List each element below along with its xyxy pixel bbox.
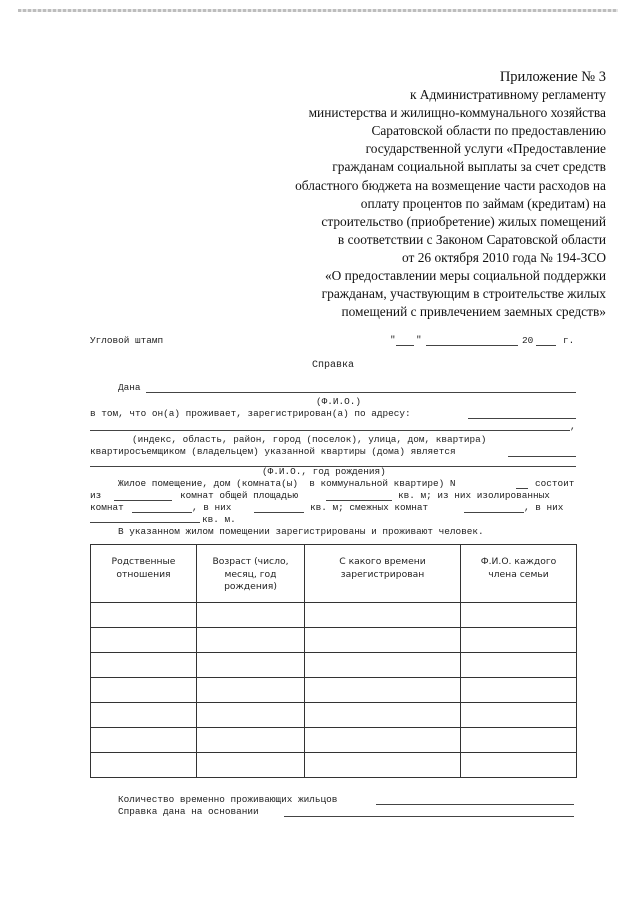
table-cell[interactable]	[91, 603, 197, 628]
annex-line: Саратовской области по предоставлению	[371, 123, 606, 139]
annex-line: к Административному регламенту	[409, 87, 606, 103]
certificate-heading: Справка	[312, 360, 355, 371]
header-text: члена семьи	[488, 568, 549, 580]
annex-line: гражданам, участвующим в строительстве жилых	[321, 286, 606, 302]
housing-line3-a: комнат	[90, 502, 124, 513]
housing-line2-c: кв. м; из них изолированных	[398, 490, 550, 501]
corner-stamp-label: Угловой штамп	[90, 335, 164, 346]
annex-line: государственной услуги «Предоставление	[365, 141, 606, 157]
housing-line1: Жилое помещение, дом (комната(ы) в коммунальной квартире) N	[118, 478, 456, 489]
table-cell[interactable]	[461, 603, 577, 628]
isolated-rooms-field[interactable]	[132, 512, 192, 513]
header-text: Родственные	[111, 556, 176, 567]
temporary-residents-field[interactable]	[376, 804, 574, 805]
table-cell[interactable]	[91, 628, 197, 653]
tenant-text: квартиросъемщиком (владельцем) указанной квартиры (дома) является	[90, 446, 456, 457]
annex-line: от 26 октября 2010 года № 194-ЗСО	[401, 249, 606, 265]
table-cell[interactable]	[197, 753, 305, 778]
table-cell[interactable]	[197, 703, 305, 728]
table-cell[interactable]	[461, 653, 577, 678]
annex-line: министерства и жилищно-коммунального хозяйства	[308, 105, 606, 121]
header-text: месяц, год	[224, 568, 277, 580]
adjacent-rooms-field[interactable]	[464, 512, 524, 513]
issued-name-field[interactable]	[146, 392, 576, 393]
isolated-area-field[interactable]	[254, 512, 304, 513]
annex-line: оплату процентов по займам (кредитам) на	[360, 195, 606, 211]
table-body	[91, 603, 577, 778]
housing-line3-c: кв. м; смежных комнат	[310, 502, 429, 513]
adjacent-area-field[interactable]	[90, 522, 200, 523]
scan-edge-artifact	[18, 9, 618, 12]
residence-text: в том, что он(а) проживает, зарегистрирован(а) по адресу:	[90, 408, 411, 419]
table-cell[interactable]	[305, 603, 461, 628]
address-field-line2[interactable]	[90, 430, 570, 431]
date-month-field[interactable]	[426, 345, 518, 346]
annex-line: «О предоставлении меры социальной поддержки	[324, 268, 606, 284]
table-cell[interactable]	[461, 628, 577, 653]
table-cell[interactable]	[305, 728, 461, 753]
year-prefix: 20	[522, 335, 534, 346]
table-cell[interactable]	[91, 678, 197, 703]
basis-label: Справка дана на основании	[118, 806, 259, 817]
rooms-count-field[interactable]	[114, 500, 172, 501]
header-relationship	[91, 545, 197, 603]
date-open-quote: "	[390, 334, 396, 345]
table-cell[interactable]	[197, 728, 305, 753]
annex-line: строительство (приобретение) жилых помещений	[321, 213, 606, 229]
fio-birth-hint: (Ф.И.О., год рождения)	[262, 466, 386, 477]
date-close-quote: "	[416, 334, 422, 345]
address-field[interactable]	[468, 418, 576, 419]
table-cell[interactable]	[197, 653, 305, 678]
header-text: Возраст (число,	[212, 556, 289, 567]
table-cell[interactable]	[91, 753, 197, 778]
table-row	[91, 703, 577, 728]
total-area-field[interactable]	[326, 500, 392, 501]
basis-field[interactable]	[284, 816, 574, 817]
temporary-residents-label: Количество временно проживающих жильцов	[118, 794, 338, 805]
annex-line: областного бюджета на возмещение части расходов на	[295, 177, 606, 193]
family-members-table	[90, 544, 577, 778]
annex-title: Приложение № 3	[499, 69, 606, 85]
date-day-field[interactable]	[396, 345, 414, 346]
address-comma: ,	[570, 421, 576, 432]
header-text: рождения)	[224, 581, 277, 592]
header-age	[197, 545, 305, 603]
table-cell[interactable]	[461, 753, 577, 778]
address-hint: (индекс, область, район, город (поселок), улица, дом, квартира)	[132, 434, 487, 445]
housing-line3-b: , в них	[192, 502, 232, 513]
table-row	[91, 678, 577, 703]
table-row	[91, 728, 577, 753]
table-cell[interactable]	[197, 603, 305, 628]
housing-line2-a: из	[90, 490, 102, 501]
housing-line4: кв. м.	[202, 514, 236, 525]
table-cell[interactable]	[91, 703, 197, 728]
header-text: С какого времени	[339, 556, 426, 567]
table-cell[interactable]	[461, 678, 577, 703]
table-cell[interactable]	[197, 678, 305, 703]
table-cell[interactable]	[461, 703, 577, 728]
year-suffix: г.	[563, 335, 575, 346]
table-row	[91, 603, 577, 628]
tenant-field[interactable]	[508, 456, 576, 457]
table-cell[interactable]	[305, 628, 461, 653]
annex-header	[186, 68, 606, 321]
table-row	[91, 753, 577, 778]
table-row	[91, 628, 577, 653]
housing-number-field[interactable]	[516, 488, 528, 489]
table-cell[interactable]	[197, 628, 305, 653]
issued-label: Дана	[118, 382, 141, 393]
housing-line3-d: , в них	[524, 502, 564, 513]
table-cell[interactable]	[461, 728, 577, 753]
table-cell[interactable]	[91, 653, 197, 678]
table-cell[interactable]	[91, 728, 197, 753]
date-year-field[interactable]	[536, 345, 556, 346]
annex-line: в соответствии с Законом Саратовской области	[337, 231, 606, 247]
housing-line2-b: комнат общей площадью	[180, 490, 299, 501]
header-text: отношения	[116, 568, 171, 580]
table-cell[interactable]	[305, 703, 461, 728]
header-registered-since	[305, 545, 461, 603]
table-cell[interactable]	[305, 678, 461, 703]
housing-line1-end: состоит	[535, 478, 575, 489]
table-header-row	[91, 545, 577, 603]
fio-hint: (Ф.И.О.)	[316, 396, 362, 407]
table-row	[91, 653, 577, 678]
header-text: зарегистрирован	[340, 568, 425, 580]
annex-line: гражданам социальной выплаты за счет средств	[332, 159, 606, 175]
table-cell[interactable]	[305, 753, 461, 778]
header-member-name	[461, 545, 577, 603]
header-text: Ф.И.О. каждого	[480, 556, 557, 567]
annex-line: помещений с привлечением заемных средств»	[341, 304, 606, 320]
table-cell[interactable]	[305, 653, 461, 678]
registered-text: В указанном жилом помещении зарегистрированы и проживают человек.	[118, 526, 484, 537]
